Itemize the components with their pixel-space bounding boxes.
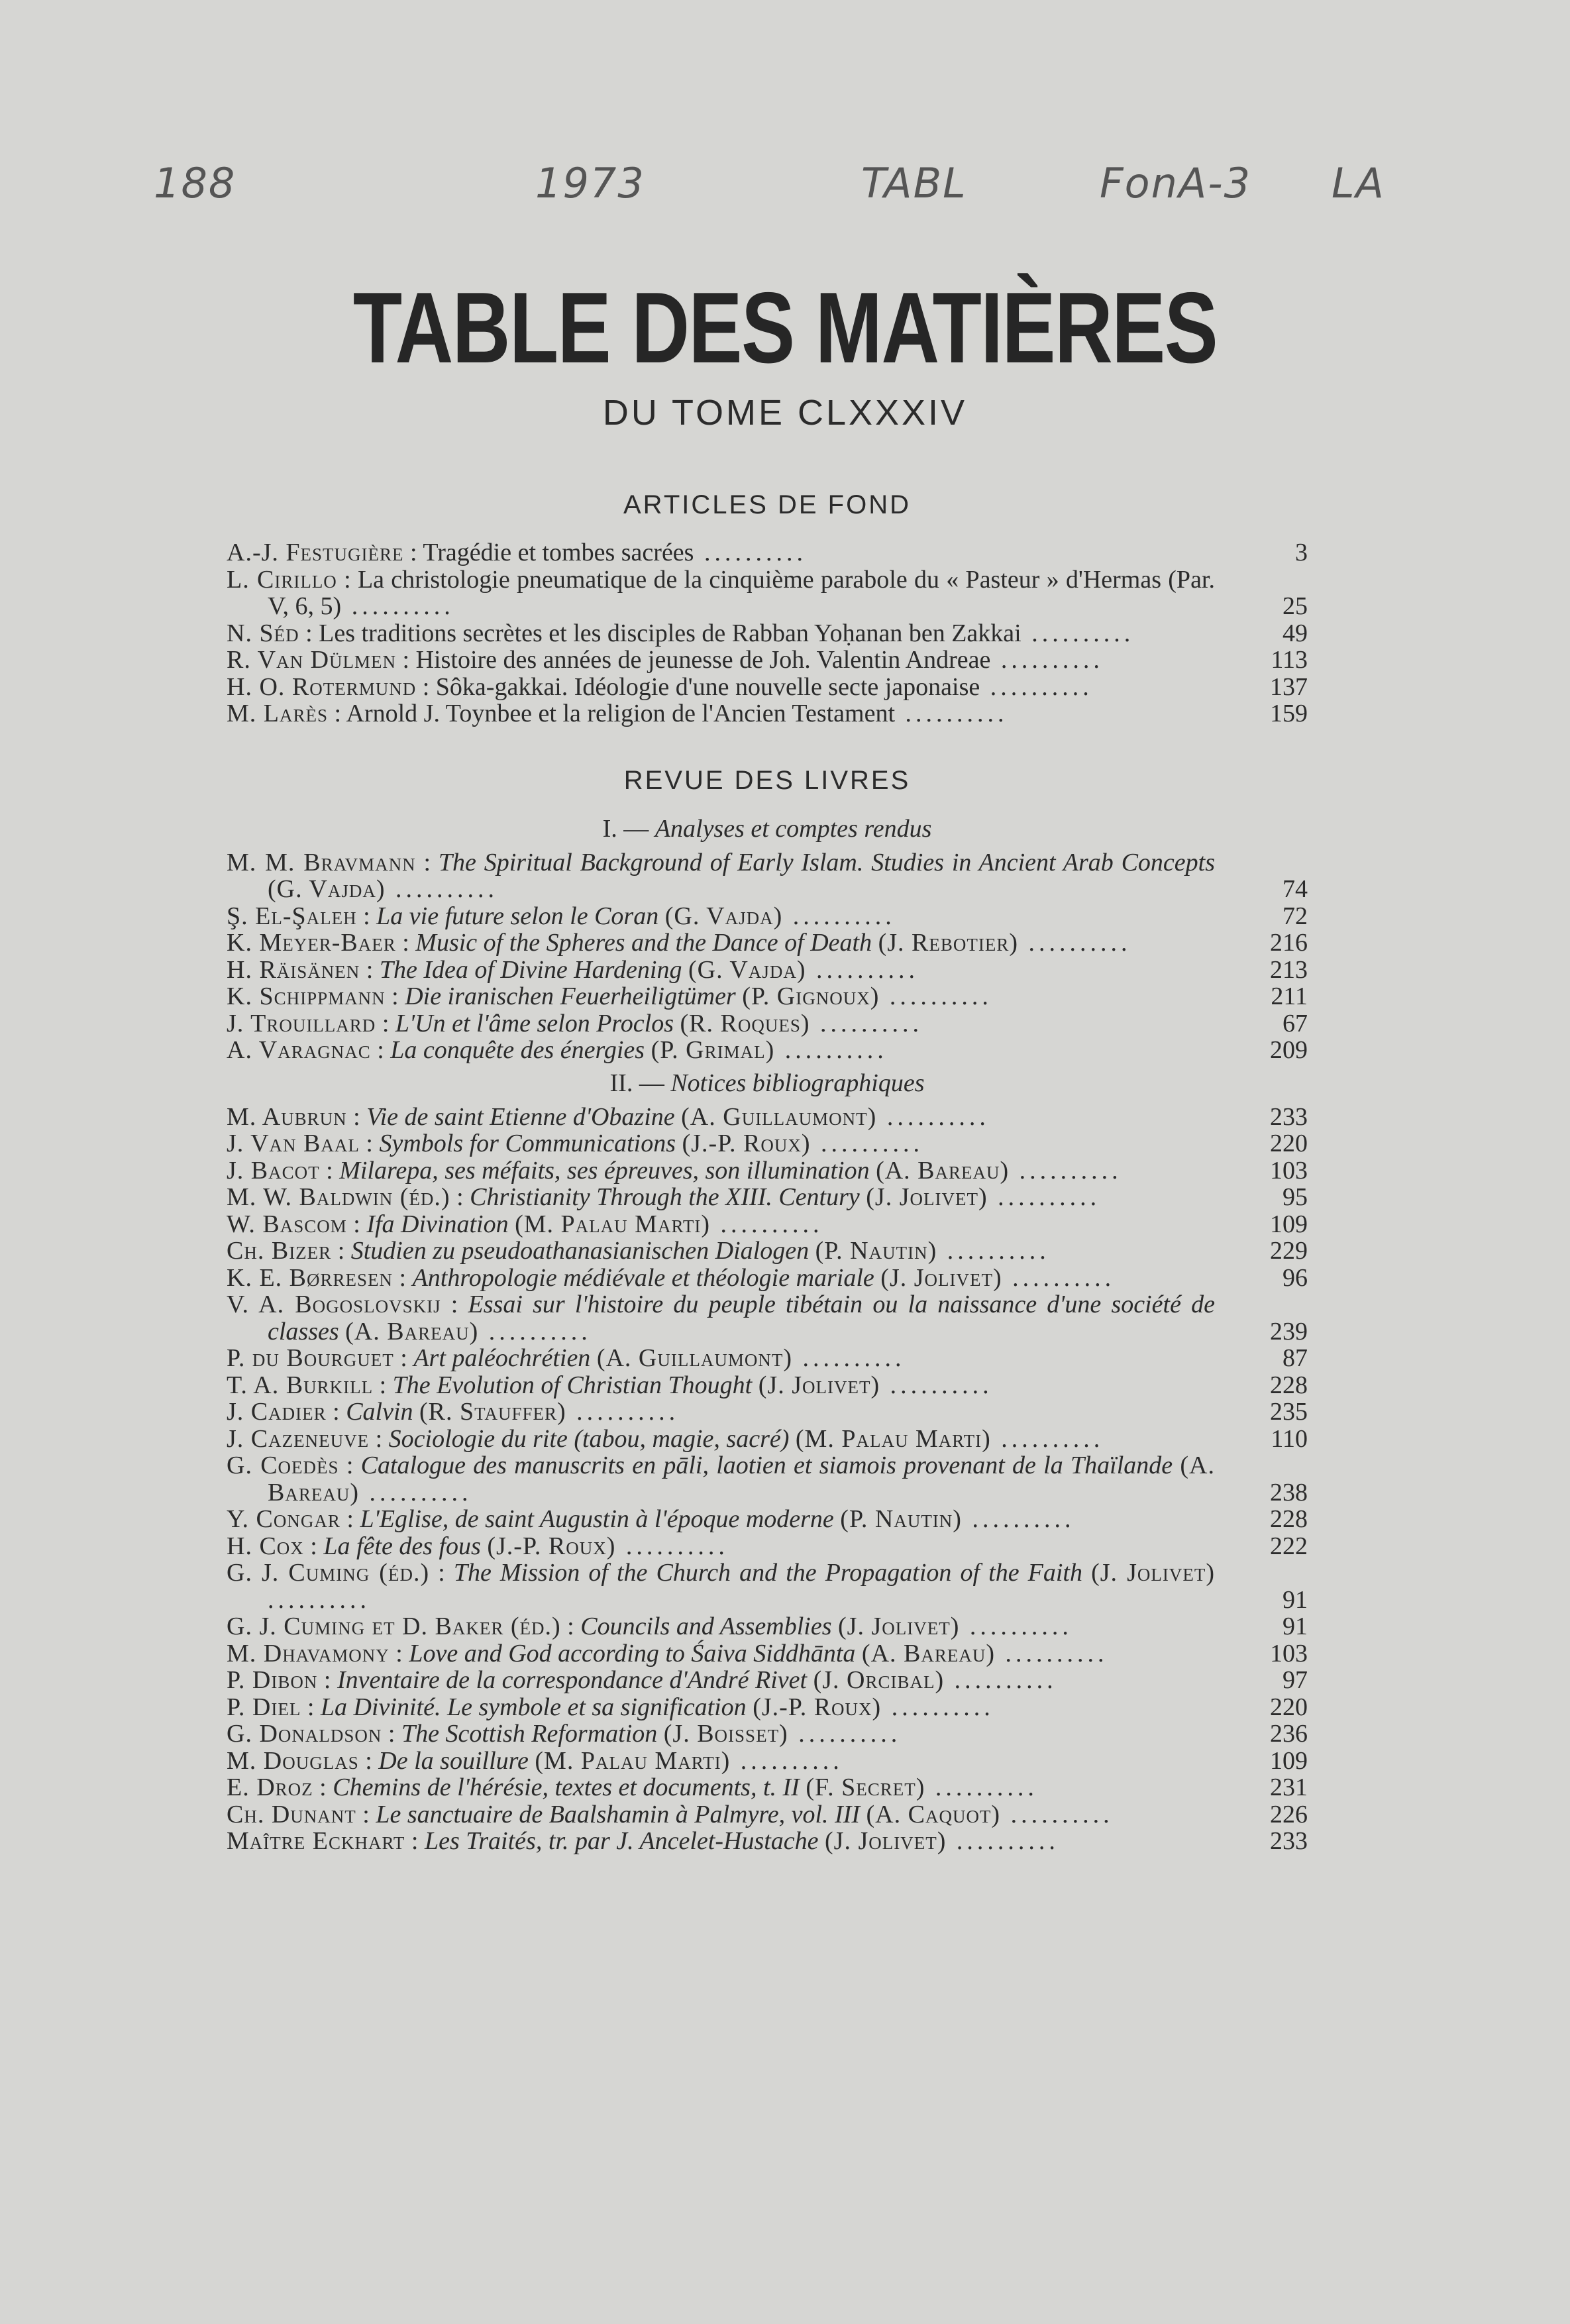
entry-work: Studien zu pseudoathanasianischen Dialogen <box>350 1237 810 1265</box>
entry-author: K. E. Børresen <box>227 1263 393 1292</box>
entry-reviewer: (M. Palau Marti) <box>535 1746 731 1775</box>
article-entry: A.-J. Festugière : Tragédie et tombes sacrées .......... 3 <box>227 539 1308 566</box>
book-entry: M. M. Bravmann : The Spiritual Background of Early Islam. Studies in Ancient Arab Concepts (G. Vajda) .......... 74 <box>227 848 1308 903</box>
book-entry: H. Cox : La fête des fous (J.-P. Roux) .......... 222 <box>227 1532 1308 1560</box>
entry-page: 96 <box>1282 1263 1308 1292</box>
book-entry: T. A. Burkill : The Evolution of Christian Thought (J. Jolivet) .......... 228 <box>227 1371 1308 1399</box>
entry-author: M. Larès <box>227 700 329 727</box>
subsection-title: Analyses et comptes rendus <box>654 814 932 843</box>
entry-author: G. J. Cuming (éd.) <box>227 1559 430 1587</box>
entry-work: Anthropologie médiévale et théologie mariale <box>412 1263 874 1292</box>
book-entry: Ş. El-Şaleh : La vie future selon le Coran (G. Vajda) .......... 72 <box>227 902 1308 930</box>
article-entry: L. Cirillo : La christologie pneumatique de la cinquième parabole du « Pasteur » d'Hermas (Par. V, 6, 5) .......... 25 <box>227 565 1308 620</box>
entry-author: W. Bascom <box>227 1210 347 1238</box>
entry-reviewer: (J. Jolivet) <box>880 1263 1002 1292</box>
entry-author: G. Donaldson <box>227 1720 382 1748</box>
leader-dots: .......... <box>946 1827 1059 1855</box>
entry-author: J. Cazeneuve <box>227 1424 370 1453</box>
analyses-list <box>227 849 1308 1064</box>
entry-page: 233 <box>1270 1827 1308 1855</box>
entry-author: P. Dibon <box>227 1666 318 1694</box>
entry-page: 49 <box>1282 619 1308 647</box>
entry-title: Les traditions secrètes et les disciples de Rabban Yoḥanan ben Zakkai <box>319 619 1021 647</box>
entry-work: Inventaire de la correspondance d'André Rivet <box>337 1666 808 1694</box>
entry-reviewer: (G. Vajda) <box>688 955 806 984</box>
book-entry: W. Bascom : Ifa Divination (M. Palau Marti) .......... 109 <box>227 1210 1308 1238</box>
entry-author: Maître Eckhart <box>227 1827 405 1855</box>
entry-page: 213 <box>1270 955 1308 984</box>
entry-work: Vie de saint Etienne d'Obazine <box>366 1102 675 1131</box>
book-entry: J. Trouillard : L'Un et l'âme selon Proclos (R. Roques) .......... 67 <box>227 1009 1308 1037</box>
handwritten-note-year: 1973 <box>535 159 645 207</box>
leader-dots: .......... <box>774 1036 888 1064</box>
entry-reviewer: (G. Vajda) <box>268 875 386 903</box>
leader-dots: .......... <box>268 1585 370 1614</box>
leader-dots: .......... <box>341 592 454 620</box>
book-entry: V. A. Bogoslovskij : Essai sur l'histoire du peuple tibétain ou la naissance d'une société de classes (A. Bareau) .......... 239 <box>227 1291 1308 1346</box>
entry-reviewer: (J.-P. Roux) <box>487 1532 616 1560</box>
entry-reviewer: (J. Jolivet) <box>838 1612 960 1640</box>
book-entry: P. Diel : La Divinité. Le symbole et sa signification (J.-P. Roux) .......... 220 <box>227 1693 1308 1721</box>
entry-page: 211 <box>1271 982 1308 1010</box>
entry-page: 239 <box>1270 1317 1308 1346</box>
leader-dots: .......... <box>990 646 1104 674</box>
entry-title: La christologie pneumatique de la cinquième parabole du « Pasteur » d'Hermas (Par. V, 6, 5) <box>268 565 1215 620</box>
entry-author: L. Cirillo <box>227 565 337 594</box>
entry-work: Catalogue des manuscrits en pāli, laotien et siamois provenant de la Thaïlande <box>360 1452 1173 1479</box>
book-entry: G. J. Cuming (éd.) : The Mission of the Church and the Propagation of the Faith (J. Jolivet) .......... 91 <box>227 1559 1308 1614</box>
entry-page: 87 <box>1282 1344 1308 1372</box>
entry-author: P. Diel <box>227 1693 301 1721</box>
entry-work: Christianity Through the XIII. Century <box>470 1183 860 1211</box>
leader-dots: .......... <box>694 539 807 566</box>
entry-work: Councils and Assemblies <box>580 1612 832 1640</box>
leader-dots: .......... <box>782 902 896 930</box>
book-entry: Ch. Bizer : Studien zu pseudoathanasianischen Dialogen (P. Nautin) .......... 229 <box>227 1237 1308 1265</box>
leader-dots: .......... <box>1018 929 1131 957</box>
entry-reviewer: (R. Roques) <box>680 1009 810 1037</box>
article-entry: H. O. Rotermund : Sôka-gakkai. Idéologie d'une nouvelle secte japonaise .......... 137 <box>227 672 1308 701</box>
entry-page: 231 <box>1270 1773 1308 1801</box>
leader-dots: .......... <box>359 1478 472 1506</box>
entry-author: J. Cadier <box>227 1398 327 1426</box>
entry-page: 216 <box>1270 929 1308 957</box>
entry-author: J. Van Baal <box>227 1130 360 1157</box>
entry-page: 95 <box>1282 1183 1308 1211</box>
entry-reviewer: (J. Jolivet) <box>866 1183 988 1211</box>
leader-dots: .......... <box>925 1773 1038 1801</box>
entry-author: J. Bacot <box>227 1156 320 1185</box>
entry-page: 74 <box>1282 875 1308 903</box>
entry-reviewer: (J. Jolivet) <box>758 1371 880 1399</box>
entry-author: K. Schippmann <box>227 982 386 1010</box>
entry-page: 220 <box>1270 1130 1308 1157</box>
entry-reviewer: (P. Nautin) <box>815 1237 937 1265</box>
entry-work: Music of the Spheres and the Dance of Death <box>415 929 872 957</box>
entry-page: 103 <box>1270 1156 1308 1185</box>
leader-dots: .......... <box>615 1532 729 1560</box>
entry-author: Y. Congar <box>227 1505 340 1533</box>
entry-page: 109 <box>1270 1746 1308 1775</box>
entry-page: 91 <box>1282 1612 1308 1640</box>
entry-page: 110 <box>1271 1424 1308 1453</box>
leader-dots: .......... <box>1009 1156 1122 1185</box>
leader-dots: .......... <box>478 1317 592 1346</box>
leader-dots: .......... <box>730 1746 843 1775</box>
entry-page: 220 <box>1270 1693 1308 1721</box>
entry-title: Arnold J. Toynbee et la religion de l'Ancien Testament <box>346 700 896 727</box>
leader-dots: .......... <box>990 1424 1104 1453</box>
leader-dots: .......... <box>959 1612 1073 1640</box>
entry-author: M. Douglas <box>227 1746 359 1775</box>
entry-work: Symbols for Communications <box>379 1130 676 1157</box>
book-entry: K. Meyer-Baer : Music of the Spheres and the Dance of Death (J. Rebotier) .......... 216 <box>227 929 1308 957</box>
leader-dots: .......... <box>895 700 1008 727</box>
entry-reviewer: (A. Bareau) <box>876 1156 1010 1185</box>
table-of-contents <box>227 490 1308 1855</box>
entry-author: G. J. Cuming et D. Baker (éd.) <box>227 1612 561 1640</box>
entry-author: K. Meyer-Baer <box>227 929 396 957</box>
entry-reviewer: (J. Orcibal) <box>813 1666 945 1694</box>
entry-page: 3 <box>1295 539 1308 566</box>
leader-dots: .......... <box>810 1130 924 1157</box>
entry-reviewer: (P. Grimal) <box>651 1036 775 1064</box>
book-entry: P. du Bourguet : Art paléochrétien (A. Guillaumont) .......... 87 <box>227 1344 1308 1372</box>
entry-title: Sôka-gakkai. Idéologie d'une nouvelle secte japonaise <box>435 672 980 701</box>
book-entry: G. Coedès : Catalogue des manuscrits en pāli, laotien et siamois provenant de la Thaïlande (A. Bareau) .......... 238 <box>227 1452 1308 1506</box>
entry-reviewer: (J. Jolivet) <box>825 1827 947 1855</box>
entry-page: 109 <box>1270 1210 1308 1238</box>
entry-work: Chemins de l'hérésie, textes et documents, t. II <box>333 1773 800 1801</box>
book-entry: G. Donaldson : The Scottish Reformation (J. Boisset) .......... 236 <box>227 1720 1308 1748</box>
entry-work: The Evolution of Christian Thought <box>392 1371 753 1399</box>
entry-author: H. Cox <box>227 1532 304 1560</box>
entry-page: 229 <box>1270 1237 1308 1265</box>
book-entry: K. E. Børresen : Anthropologie médiévale et théologie mariale (J. Jolivet) .......... 96 <box>227 1263 1308 1292</box>
entry-work: Milarepa, ses méfaits, ses épreuves, son illumination <box>339 1156 870 1185</box>
entry-reviewer: (P. Gignoux) <box>742 982 880 1010</box>
entry-page: 228 <box>1270 1505 1308 1533</box>
handwritten-note-5: LA <box>1332 159 1385 207</box>
entry-author: H. O. Rotermund <box>227 672 417 701</box>
entry-work: Les Traités, tr. par J. Ancelet-Hustache <box>424 1827 819 1855</box>
notices-list <box>227 1104 1308 1855</box>
entry-author: M. Dhavamony <box>227 1639 390 1667</box>
entry-reviewer: (R. Stauffer) <box>419 1398 566 1426</box>
leader-dots: .......... <box>1021 619 1135 647</box>
handwritten-note-1: 188 <box>154 159 236 207</box>
entry-page: 236 <box>1270 1720 1308 1748</box>
entry-author: M. W. Baldwin (éd.) <box>227 1183 450 1211</box>
book-entry: J. Van Baal : Symbols for Communications (J.-P. Roux) .......... 220 <box>227 1130 1308 1157</box>
entry-page: 209 <box>1270 1036 1308 1064</box>
entry-reviewer: (G. Vajda) <box>664 902 783 930</box>
entry-work: La Divinité. Le symbole et sa signification <box>320 1693 747 1721</box>
entry-page: 226 <box>1270 1800 1308 1828</box>
book-entry: Ch. Dunant : Le sanctuaire de Baalshamin à Palmyre, vol. III (A. Caquot) .......... 226 <box>227 1800 1308 1828</box>
leader-dots: .......... <box>709 1210 823 1238</box>
entry-author: J. Trouillard <box>227 1009 376 1037</box>
entry-page: 228 <box>1270 1371 1308 1399</box>
entry-author: R. Van Dülmen <box>227 646 397 674</box>
leader-dots: .......... <box>876 1102 990 1131</box>
entry-reviewer: (A. Bareau) <box>268 1452 1215 1506</box>
leader-dots: .......... <box>995 1639 1108 1667</box>
book-entry: A. Varagnac : La conquête des énergies (P. Grimal) .......... 209 <box>227 1036 1308 1064</box>
book-entry: Maître Eckhart : Les Traités, tr. par J. Ancelet-Hustache (J. Jolivet) .......... 233 <box>227 1827 1308 1855</box>
entry-author: G. Coedès <box>227 1452 339 1479</box>
entry-reviewer: (A. Caquot) <box>866 1800 1001 1828</box>
book-entry: H. Räisänen : The Idea of Divine Hardening (G. Vajda) .......... 213 <box>227 955 1308 984</box>
entry-page: 25 <box>1282 592 1308 620</box>
entry-page: 233 <box>1270 1102 1308 1131</box>
book-entry: M. Aubrun : Vie de saint Etienne d'Obazine (A. Guillaumont) .......... 233 <box>227 1102 1308 1131</box>
entry-work: Art paléochrétien <box>413 1344 591 1372</box>
entry-reviewer: (A. Guillaumont) <box>681 1102 877 1131</box>
entry-page: 103 <box>1270 1639 1308 1667</box>
subsection-number: I. — <box>602 814 649 843</box>
entry-page: 72 <box>1282 902 1308 930</box>
book-entry: G. J. Cuming et D. Baker (éd.) : Councils and Assemblies (J. Jolivet) .......... 91 <box>227 1612 1308 1640</box>
book-entry: J. Cazeneuve : Sociologie du rite (tabou, magie, sacré) (M. Palau Marti) .......... 110 <box>227 1424 1308 1453</box>
entry-author: M. Aubrun <box>227 1102 347 1131</box>
subsection-heading-notices <box>227 1069 1308 1097</box>
entry-title: Tragédie et tombes sacrées <box>423 539 694 566</box>
entry-work: Calvin <box>346 1398 413 1426</box>
book-entry: Y. Congar : L'Eglise, de saint Augustin à l'époque moderne (P. Nautin) .......... 228 <box>227 1505 1308 1533</box>
entry-work: The Idea of Divine Hardening <box>379 955 682 984</box>
entry-author: A. Varagnac <box>227 1036 371 1064</box>
leader-dots: .......... <box>385 875 499 903</box>
entry-author: E. Droz <box>227 1773 313 1801</box>
leader-dots: .......... <box>788 1720 902 1748</box>
entry-work: La vie future selon le Coran <box>376 902 659 930</box>
entry-reviewer: (P. Nautin) <box>840 1505 962 1533</box>
leader-dots: .......... <box>944 1666 1057 1694</box>
entry-reviewer: (A. Bareau) <box>861 1639 996 1667</box>
entry-author: N. Séd <box>227 619 299 647</box>
entry-work: De la souillure <box>378 1746 529 1775</box>
entry-author: Ch. Dunant <box>227 1800 356 1828</box>
page-title: TABLE DES MATIÈRES <box>352 272 1218 384</box>
leader-dots: .......... <box>937 1237 1050 1265</box>
entry-reviewer: (F. Secret) <box>806 1773 925 1801</box>
page-subtitle: DU TOME CLXXXIV <box>602 393 968 433</box>
entry-author: Ş. El-Şaleh <box>227 902 357 930</box>
entry-page: 222 <box>1270 1532 1308 1560</box>
entry-page: 113 <box>1271 646 1308 674</box>
book-entry: M. Dhavamony : Love and God according to Śaiva Siddhānta (A. Bareau) .......... 103 <box>227 1639 1308 1667</box>
book-entry: J. Bacot : Milarepa, ses méfaits, ses épreuves, son illumination (A. Bareau) .......... 103 <box>227 1156 1308 1185</box>
subsection-number: II. — <box>609 1069 664 1097</box>
book-entry: K. Schippmann : Die iranischen Feuerheiligtümer (P. Gignoux) .......... 211 <box>227 982 1308 1010</box>
book-entry: M. Douglas : De la souillure (M. Palau Marti) .......... 109 <box>227 1746 1308 1775</box>
entry-work: The Spiritual Background of Early Islam. Studies in Ancient Arab Concepts <box>438 848 1216 876</box>
entry-author: Ch. Bizer <box>227 1237 332 1265</box>
entry-page: 97 <box>1282 1666 1308 1694</box>
entry-page: 67 <box>1282 1009 1308 1037</box>
entry-title: Histoire des années de jeunesse de Joh. Valentin Andreae <box>415 646 991 674</box>
book-entry: E. Droz : Chemins de l'hérésie, textes et documents, t. II (F. Secret) .......... 231 <box>227 1773 1308 1801</box>
leader-dots: .......... <box>792 1344 906 1372</box>
entry-page: 137 <box>1270 672 1308 701</box>
entry-work: The Scottish Reformation <box>401 1720 658 1748</box>
entry-work: Love and God according to Śaiva Siddhānta <box>409 1639 856 1667</box>
entry-author: M. M. Bravmann <box>227 848 416 876</box>
entry-work: La conquête des énergies <box>390 1036 645 1064</box>
entry-reviewer: (J. Rebotier) <box>878 929 1019 957</box>
handwritten-note-4: FonA-3 <box>1100 159 1252 207</box>
entry-work: Ifa Divination <box>366 1210 509 1238</box>
leader-dots: .......... <box>566 1398 680 1426</box>
book-entry: P. Dibon : Inventaire de la correspondance d'André Rivet (J. Orcibal) .......... 97 <box>227 1666 1308 1694</box>
entry-work: Le sanctuaire de Baalshamin à Palmyre, vol. III <box>376 1800 860 1828</box>
leader-dots: .......... <box>881 1693 994 1721</box>
section-heading-books: REVUE DES LIVRES <box>623 765 911 795</box>
entry-reviewer: (J.-P. Roux) <box>753 1693 882 1721</box>
entry-page: 238 <box>1270 1478 1308 1506</box>
leader-dots: .......... <box>1002 1263 1116 1292</box>
articles-list <box>227 539 1308 727</box>
leader-dots: .......... <box>810 1009 923 1037</box>
entry-author: A.-J. Festugière <box>227 539 404 566</box>
leader-dots: .......... <box>961 1505 1075 1533</box>
article-entry: M. Larès : Arnold J. Toynbee et la religion de l'Ancien Testament .......... 159 <box>227 700 1308 727</box>
book-entry: M. W. Baldwin (éd.) : Christianity Through the XIII. Century (J. Jolivet) .......... 95 <box>227 1183 1308 1211</box>
leader-dots: .......... <box>806 955 919 984</box>
entry-reviewer: (J. Boisset) <box>663 1720 788 1748</box>
entry-page: 91 <box>1282 1585 1308 1614</box>
entry-reviewer: (A. Bareau) <box>345 1317 479 1346</box>
entry-page: 235 <box>1270 1398 1308 1426</box>
entry-work: The Mission of the Church and the Propagation of the Faith <box>453 1559 1082 1587</box>
entry-reviewer: (A. Guillaumont) <box>596 1344 792 1372</box>
leader-dots: .......... <box>980 672 1093 701</box>
subsection-heading-analyses <box>227 815 1308 843</box>
entry-reviewer: (J. Jolivet) <box>1091 1559 1216 1587</box>
book-entry: J. Cadier : Calvin (R. Stauffer) .......... 235 <box>227 1398 1308 1426</box>
subsection-title: Notices bibliographiques <box>670 1069 925 1097</box>
entry-work: La fête des fous <box>323 1532 481 1560</box>
leader-dots: .......... <box>987 1183 1101 1211</box>
handwritten-note-3: TABL <box>861 159 967 207</box>
entry-author: H. Räisänen <box>227 955 360 984</box>
entry-work: Sociologie du rite (tabou, magie, sacré) <box>388 1424 790 1453</box>
leader-dots: .......... <box>1000 1800 1114 1828</box>
entry-author: P. du Bourguet <box>227 1344 394 1372</box>
entry-work: Die iranischen Feuerheiligtümer <box>405 982 736 1010</box>
entry-author: T. A. Burkill <box>227 1371 374 1399</box>
entry-work: L'Eglise, de saint Augustin à l'époque moderne <box>360 1505 834 1533</box>
entry-reviewer: (M. Palau Marti) <box>795 1424 991 1453</box>
leader-dots: .......... <box>879 982 992 1010</box>
entry-page: 159 <box>1270 700 1308 727</box>
entry-work: Essai sur l'histoire du peuple tibétain ou la naissance d'une société de classes <box>268 1291 1216 1346</box>
leader-dots: .......... <box>880 1371 993 1399</box>
entry-reviewer: (M. Palau Marti) <box>515 1210 710 1238</box>
section-heading-articles: ARTICLES DE FOND <box>623 490 911 519</box>
entry-author: V. A. Bogoslovskij <box>227 1291 441 1318</box>
article-entry: R. Van Dülmen : Histoire des années de jeunesse de Joh. Valentin Andreae .......... 113 <box>227 646 1308 674</box>
entry-work: L'Un et l'âme selon Proclos <box>395 1009 674 1037</box>
article-entry: N. Séd : Les traditions secrètes et les disciples de Rabban Yoḥanan ben Zakkai .......... 49 <box>227 619 1308 647</box>
entry-reviewer: (J.-P. Roux) <box>682 1130 811 1157</box>
